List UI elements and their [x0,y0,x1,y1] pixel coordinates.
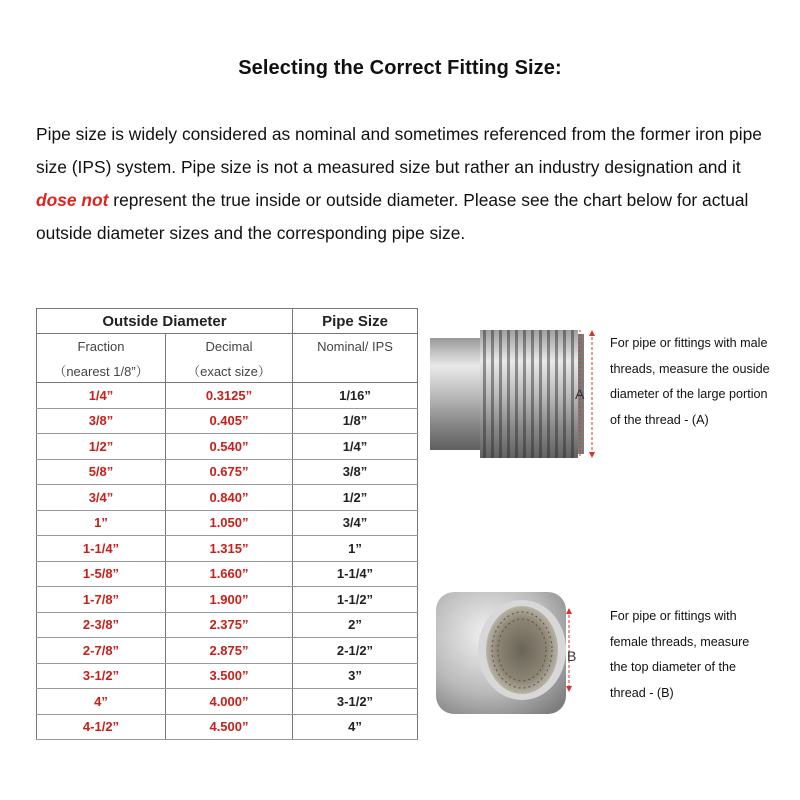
pipe-size-cell: 3” [293,663,418,689]
decimal-cell: 4.000” [166,689,293,715]
note-line: For pipe or fittings with [610,609,737,623]
intro-paragraph [36,118,776,250]
decimal-cell: 1.660” [166,561,293,587]
fraction-cell: 5/8” [37,459,166,485]
pipe-size-cell: 2-1/2” [293,638,418,664]
fraction-cell: 1-7/8” [37,587,166,613]
table-row [37,383,418,409]
table-row [37,561,418,587]
decimal-cell: 0.840” [166,485,293,511]
table-row [37,689,418,715]
fraction-cell: 2-3/8” [37,612,166,638]
decimal-cell: 2.375” [166,612,293,638]
female-thread-fitting-image [436,588,576,718]
pipe-size-cell: 2” [293,612,418,638]
page-title: Selecting the Correct Fitting Size: [238,57,562,79]
male-thread-note [610,331,795,433]
fraction-cell: 3/8” [37,408,166,434]
fraction-cell: 1/2” [37,434,166,460]
table-subheader-row [37,334,418,359]
pipe-size-cell: 1-1/2” [293,587,418,613]
fraction-cell: 3-1/2” [37,663,166,689]
fraction-cell: 4” [37,689,166,715]
decimal-cell: 0.675” [166,459,293,485]
note-line: diameter of the large portion [610,387,768,401]
table-row [37,714,418,740]
fraction-cell: 1-1/4” [37,536,166,562]
intro-text-after: represent the true inside or outside diameter. Please see the chart below for actual outside diameter sizes and the corresponding pipe size. [36,190,749,243]
decimal-cell: 0.405” [166,408,293,434]
table-row [37,459,418,485]
decimal-header: Decimal [166,334,293,359]
dimension-label-a: A [575,386,585,402]
table-row [37,638,418,664]
table-row [37,510,418,536]
table-row [37,536,418,562]
pipe-size-cell: 1” [293,536,418,562]
table-row [37,612,418,638]
intro-emphasis: dose not [36,190,109,210]
decimal-cell: 0.540” [166,434,293,460]
decimal-cell: 0.3125” [166,383,293,409]
note-line: threads, measure the ouside [610,361,770,376]
pipe-size-cell: 3/8” [293,459,418,485]
table-row [37,434,418,460]
pipe-size-cell: 1-1/4” [293,561,418,587]
pipe-size-cell: 1/4” [293,434,418,460]
pipe-size-cell: 3-1/2” [293,689,418,715]
table-row [37,408,418,434]
fraction-cell: 1/4” [37,383,166,409]
note-line: For pipe or fittings with male [610,336,768,350]
decimal-subheader-note: （exact size） [166,358,293,383]
outside-diameter-header: Outside Diameter [37,309,293,334]
table-row [37,485,418,511]
note-line: the top diameter of the [610,660,737,674]
female-thread-fitting-icon [436,588,576,718]
dimension-label-b: B [567,648,577,664]
fraction-subheader-note: （nearest 1/8”） [37,358,166,383]
decimal-cell: 4.500” [166,714,293,740]
table-group-header-row [37,309,418,334]
female-thread-note [610,604,795,706]
nominal-subheader-empty [293,358,418,383]
fraction-cell: 1-5/8” [37,561,166,587]
fraction-cell: 1” [37,510,166,536]
pipe-size-header: Pipe Size [293,309,418,334]
nominal-ips-header: Nominal/ IPS [293,334,418,359]
table-row [37,587,418,613]
pipe-size-cell: 1/16” [293,383,418,409]
intro-text-before: Pipe size is widely considered as nominal and sometimes referenced from the former iron pipe size (IPS) system. Pipe size is not a measured size but rather an industry designation and it [36,124,762,177]
decimal-cell: 1.315” [166,536,293,562]
fraction-cell: 2-7/8” [37,638,166,664]
decimal-cell: 1.900” [166,587,293,613]
fraction-cell: 4-1/2” [37,714,166,740]
pipe-size-cell: 1/8” [293,408,418,434]
note-line: of the thread - (A) [610,412,709,427]
note-line: thread - (B) [610,685,674,700]
size-chart-table [36,308,418,740]
table-subheader-row-2 [37,358,418,383]
table-row [37,663,418,689]
decimal-cell: 2.875” [166,638,293,664]
pipe-size-cell: 3/4” [293,510,418,536]
decimal-cell: 3.500” [166,663,293,689]
fraction-header: Fraction [37,334,166,359]
pipe-size-cell: 1/2” [293,485,418,511]
fraction-cell: 3/4” [37,485,166,511]
pipe-size-cell: 4” [293,714,418,740]
note-line: female threads, measure [610,634,750,649]
table-body [37,383,418,740]
decimal-cell: 1.050” [166,510,293,536]
